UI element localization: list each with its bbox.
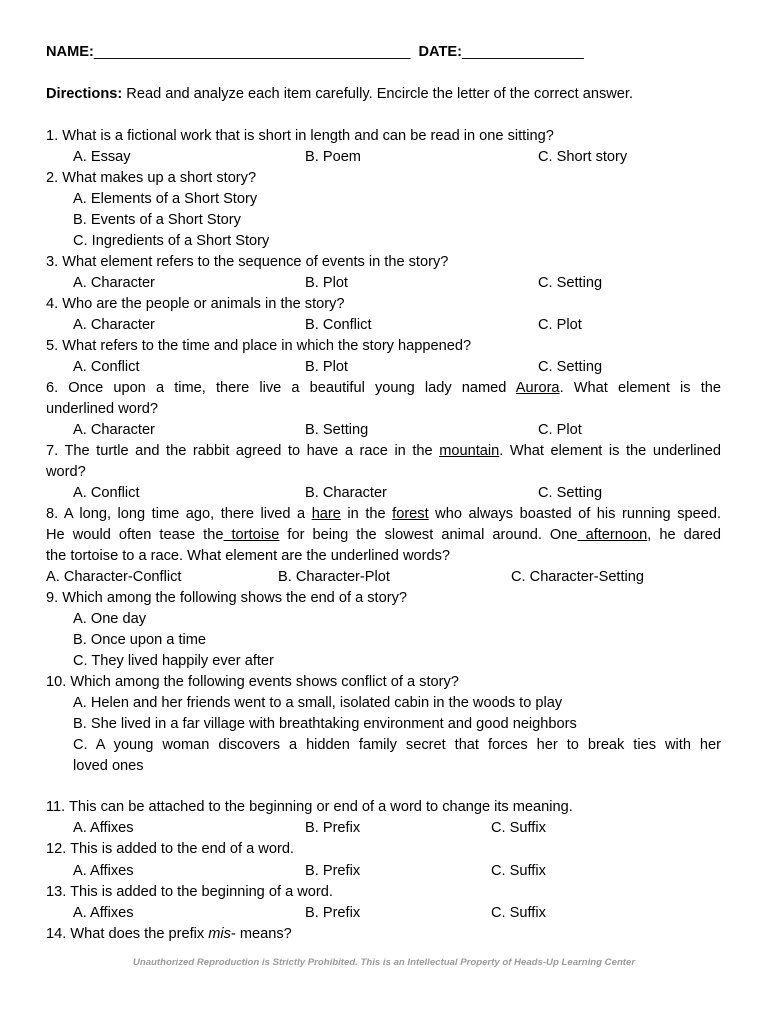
q7-text-post: . What element is the underlined xyxy=(499,443,721,459)
choice-a[interactable]: A. Character-Conflict xyxy=(46,569,182,585)
q8-text: , he dared xyxy=(647,527,721,543)
choice-b[interactable]: B. Once upon a time xyxy=(73,632,207,648)
choice-b[interactable]: B. Prefix xyxy=(305,863,361,879)
q11-choices xyxy=(73,820,713,837)
question-5: 5. What refers to the time and place in which the story happened? xyxy=(46,338,472,354)
q7-text-pre: 7. The turtle and the rabbit agreed to have a race in the xyxy=(46,443,440,459)
choice-a[interactable]: A. Helen and her friends went to a small, isolated cabin in the woods to play xyxy=(73,695,563,711)
q8-underlined-word: hare xyxy=(311,506,341,522)
choice-c[interactable]: C. Setting xyxy=(538,275,603,291)
choice-a[interactable]: A. One day xyxy=(73,611,147,627)
q6-continuation: underlined word? xyxy=(46,401,158,417)
q12-choices xyxy=(73,863,713,880)
question-9: 9. Which among the following shows the end of a story? xyxy=(46,590,407,606)
choice-b[interactable]: B. Plot xyxy=(305,359,348,375)
choice-a[interactable]: A. Affixes xyxy=(73,820,134,836)
q14-text-post: - means? xyxy=(230,926,292,942)
q7-underlined-word: mountain xyxy=(439,443,500,459)
choice-b[interactable]: B. Plot xyxy=(305,275,348,291)
choice-c[interactable]: C. Character-Setting xyxy=(511,569,645,585)
q1-choices xyxy=(73,149,713,166)
q8-text: in the xyxy=(340,506,393,522)
question-7 xyxy=(46,443,721,460)
question-1: 1. What is a fictional work that is short in length and can be read in one sitting? xyxy=(46,128,554,144)
question-14 xyxy=(46,926,292,943)
choice-c[interactable]: C. Suffix xyxy=(491,863,546,879)
choice-a[interactable]: A. Conflict xyxy=(73,485,140,501)
question-11: 11. This can be attached to the beginning or end of a word to change its meaning. xyxy=(46,799,573,815)
question-6 xyxy=(46,380,721,397)
question-13: 13. This is added to the beginning of a word. xyxy=(46,884,333,900)
question-4: 4. Who are the people or animals in the story? xyxy=(46,296,345,312)
choice-b[interactable]: B. She lived in a far village with breathtaking environment and good neighbors xyxy=(73,716,577,732)
directions xyxy=(46,86,633,103)
choice-a[interactable]: A. Character xyxy=(73,275,155,291)
choice-c[interactable]: C. Suffix xyxy=(491,905,546,921)
choice-c[interactable]: C. Setting xyxy=(538,359,603,375)
question-8 xyxy=(46,506,721,523)
choice-c[interactable]: C. Plot xyxy=(538,422,582,438)
q3-choices xyxy=(73,275,713,292)
choice-a[interactable]: A. Essay xyxy=(73,149,131,165)
choice-c[interactable]: C. Suffix xyxy=(491,820,546,836)
question-3: 3. What element refers to the sequence of events in the story? xyxy=(46,254,449,270)
choice-c[interactable]: C. Ingredients of a Short Story xyxy=(73,233,270,249)
q8-text: 8. A long, long time ago, there lived a xyxy=(46,506,312,522)
q8-line-2 xyxy=(46,527,721,544)
choice-a[interactable]: A. Elements of a Short Story xyxy=(73,191,258,207)
question-12: 12. This is added to the end of a word. xyxy=(46,841,294,857)
q14-text-pre: 14. What does the prefix xyxy=(46,926,209,942)
q8-underlined-word: tortoise xyxy=(223,527,280,543)
choice-a[interactable]: A. Character xyxy=(73,422,155,438)
choice-b[interactable]: B. Prefix xyxy=(305,820,361,836)
q6-text-pre: 6. Once upon a time, there live a beautiful young lady named xyxy=(46,380,516,396)
directions-label: Directions: xyxy=(46,86,123,102)
name-blank: _______________________________________ xyxy=(93,44,411,60)
choice-b[interactable]: B. Character xyxy=(305,485,387,501)
q4-choices xyxy=(73,317,713,334)
q6-underlined-word: Aurora xyxy=(515,380,560,396)
question-10: 10. Which among the following events shows conflict of a story? xyxy=(46,674,459,690)
q14-prefix: mis xyxy=(208,926,231,942)
q7-continuation: word? xyxy=(46,464,86,480)
choice-b[interactable]: B. Events of a Short Story xyxy=(73,212,241,228)
choice-c[interactable]: C. They lived happily ever after xyxy=(73,653,274,669)
choice-a[interactable]: A. Affixes xyxy=(73,905,134,921)
q8-underlined-word: forest xyxy=(392,506,429,522)
header-row xyxy=(46,44,584,61)
choice-a[interactable]: A. Conflict xyxy=(73,359,140,375)
choice-b[interactable]: B. Poem xyxy=(305,149,361,165)
choice-c[interactable]: C. A young woman discovers a hidden family secret that forces her to break ties with her xyxy=(73,737,721,753)
q8-text: He would often tease the xyxy=(46,527,224,543)
date-blank: _______________ xyxy=(462,44,584,60)
question-2: 2. What makes up a short story? xyxy=(46,170,257,186)
choice-c[interactable]: C. Plot xyxy=(538,317,582,333)
q8-choices xyxy=(46,569,716,586)
q7-choices xyxy=(73,485,713,502)
q6-text-post: . What element is the xyxy=(559,380,721,396)
q13-choices xyxy=(73,905,713,922)
choice-c[interactable]: C. Setting xyxy=(538,485,603,501)
choice-c[interactable]: C. Short story xyxy=(538,149,628,165)
choice-b[interactable]: B. Character-Plot xyxy=(278,569,390,585)
q8-line-3: the tortoise to a race. What element are the underlined words? xyxy=(46,548,450,564)
choice-b[interactable]: B. Prefix xyxy=(305,905,361,921)
name-label: NAME: xyxy=(46,44,94,60)
copyright-footer: Unauthorized Reproduction is Strictly Prohibited. This is an Intellectual Property of Heads-Up Learning Center xyxy=(132,957,636,968)
directions-text: Read and analyze each item carefully. Encircle the letter of the correct answer. xyxy=(126,86,634,102)
q5-choices xyxy=(73,359,713,376)
q6-choices xyxy=(73,422,713,439)
choice-c-continuation: loved ones xyxy=(73,758,144,774)
q8-underlined-word: afternoon xyxy=(577,527,648,543)
q8-text: for being the slowest animal around. One xyxy=(279,527,578,543)
choice-b[interactable]: B. Setting xyxy=(305,422,369,438)
q8-text: who always boasted of his running speed. xyxy=(428,506,722,522)
choice-a[interactable]: A. Affixes xyxy=(73,863,134,879)
choice-b[interactable]: B. Conflict xyxy=(305,317,372,333)
date-label: DATE: xyxy=(418,44,463,60)
choice-a[interactable]: A. Character xyxy=(73,317,155,333)
